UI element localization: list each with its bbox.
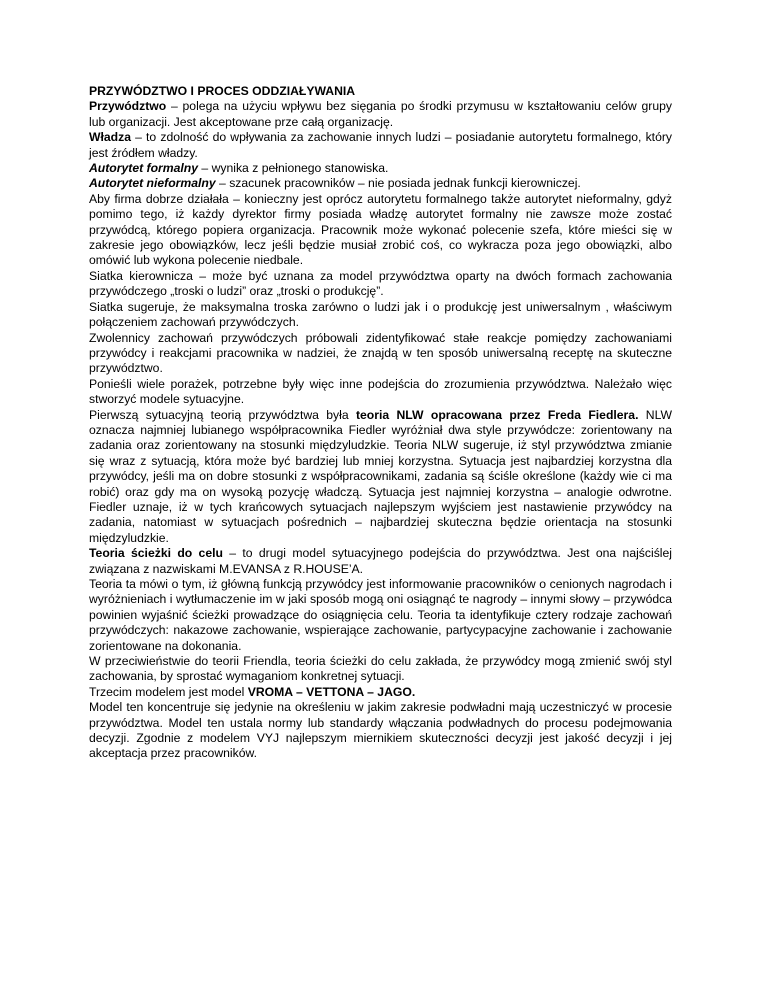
term-teoria-sciezki: Teoria ścieżki do celu <box>89 546 223 561</box>
paragraph-teoria-sciezki <box>89 546 672 577</box>
paragraph-trzeci-model <box>89 685 672 700</box>
definition-autorytet-nieformalny: – szacunek pracowników – nie posiada jednak funkcji kierowniczej. <box>215 176 581 191</box>
paragraph-teoria-mowi: Teoria ta mówi o tym, iż główną funkcją przywódcy jest informowanie pracowników o cenionych nagrodach i wyróżnieniach i wytłumaczenie im w jaki sposób mogą oni osiągnąć te nagrody – innymi słowy – przywódca powinien wyjaśnić ścieżki prowadzące do osiągnięcia celu. Teoria ta identyfikuje cztery rodzaje zachowań przywódczych: nakazowe zachowanie, wspierające zachowanie, partycypacyjne zachowanie i zachowanie zorientowane na dokonania. <box>89 577 672 653</box>
paragraph-wladza <box>89 130 672 161</box>
paragraph-model-koncentruje: Model ten koncentruje się jedynie na określeniu w jakim zakresie podwładni mają uczestniczyć w procesie przywództwa. Model ten ustala normy lub standardy włączania podwładnych do procesu podejmowania decyzji. Zgodnie z modelem VYJ najlepszym miernikiem skuteczności decyzji jest jakość decyzji i jej akceptacja przez pracowników. <box>89 700 672 761</box>
paragraph-zwolennicy: Zwolennicy zachowań przywódczych próbowali zidentyfikować stałe reakcje pomiędzy zachowaniami przywódcy i reakcjami pracownika w nadziei, że znajdą w ten sposób uniwersalną receptę na skuteczne przywództwo. <box>89 330 672 376</box>
nlw-body: NLW oznacza najmniej lubianego współpracownika Fiedler wyróżniał dwa style przywódcze: zorientowany na zadania oraz zorientowany na stosunki międzyludzkie. Teoria NLW sugeruje, iż styl przywództwa zmianie się wraz z sytuacją, która może być bardziej lub mniej korzystna. Sytuacja jest najbardziej korzystna dla przywódcy, jeśli ma on dobre stosunki z współpracownikami, zadania są ściśle określone (każdy wie ci ma robić) oraz gdy ma on wysoką pozycję władczą. Sytuacja jest najmniej korzystna – analogie odwrotne. Fiedler uznaje, iż w tych krańcowych sytuacjach najlepszym wyjściem jest nastawienie przywódcy na zadania, natomiast w sytuacjach pośrednich – najbardziej skuteczna będzie orientacja na stosunki międzyludzkie. <box>89 407 672 545</box>
definition-teoria-sciezki: – to drugi model sytuacyjnego podejścia do przywództwa. Jest ona najściślej związana z nazwiskami M.EVANSA z R.HOUSE’A. <box>89 546 672 576</box>
definition-autorytet-formalny: – wynika z pełnionego stanowiska. <box>198 161 389 176</box>
nlw-bold: teoria NLW opracowana przez Freda Fiedlera. <box>355 407 639 422</box>
term-przywodztwo: Przywództwo <box>89 99 167 114</box>
paragraph-autorytet-formalny <box>89 161 672 176</box>
paragraph-przywodztwo <box>89 99 672 130</box>
paragraph-przeciwienstwo: W przeciwieństwie do teorii Friendla, teoria ścieżki do celu zakłada, że przywódcy mogą zmienić swój styl zachowania, by sprostać wymaganiom konkretnej sytuacji. <box>89 654 672 684</box>
definition-przywodztwo: – polega na użyciu wpływu bez sięgania po środki przymusu w kształtowaniu celów grupy lub organizacji. Jest akceptowane prze całą organizację. <box>89 99 672 129</box>
nlw-intro: Pierwszą sytuacyjną teorią przywództwa była <box>89 407 356 422</box>
term-autorytet-formalny: Autorytet formalny <box>89 161 199 176</box>
document-page <box>89 84 672 762</box>
paragraph-siatka-kierownicza: Siatka kierownicza – może być uznana za model przywództwa oparty na dwóch formach zachowania przywódczego „troski o ludzi” oraz „troski o produkcję”. <box>89 268 672 299</box>
trzeci-model-name: VROMA – VETTONA – JAGO. <box>247 684 416 699</box>
term-autorytet-nieformalny: Autorytet nieformalny <box>89 176 216 191</box>
paragraph-siatka-sugeruje: Siatka sugeruje, że maksymalna troska zarówno o ludzi jak i o produkcję jest uniwersalnym , właściwym połączeniem zachowań przywódczych. <box>89 299 672 330</box>
document-title: PRZYWÓDZTWO I PROCES ODDZIAŁYWANIA <box>89 84 356 98</box>
paragraph-autorytet-nieformalny <box>89 176 672 191</box>
paragraph-firma: Aby firma dobrze działała – konieczny jest oprócz autorytetu formalnego także autorytet nieformalny, gdyż pomimo tego, iż każdy dyrektor firmy posiada władzę autorytet formalny nie zawsze może zostać przywódcą, którego popiera organizacja. Pracownik może wykonać polecenie szefa, które mieści się w zakresie jego obowiązków, lecz jeśli będzie musiał zrobić coś, co wykracza poza jego obowiązki, albo omówić lub wykona polecenie niedbale. <box>89 191 672 268</box>
paragraph-teoria-nlw <box>89 408 672 547</box>
trzeci-model-intro: Trzecim modelem jest model <box>89 684 248 699</box>
paragraph-porazki: Ponieśli wiele porażek, potrzebne były więc inne podejścia do zrozumienia przywództwa. Należało więc stworzyć modele sytuacyjne. <box>89 376 672 407</box>
term-wladza: Władza <box>89 130 131 145</box>
definition-wladza: – to zdolność do wpływania za zachowanie innych ludzi – posiadanie autorytetu formalnego, który jest źródłem władzy. <box>89 130 672 160</box>
